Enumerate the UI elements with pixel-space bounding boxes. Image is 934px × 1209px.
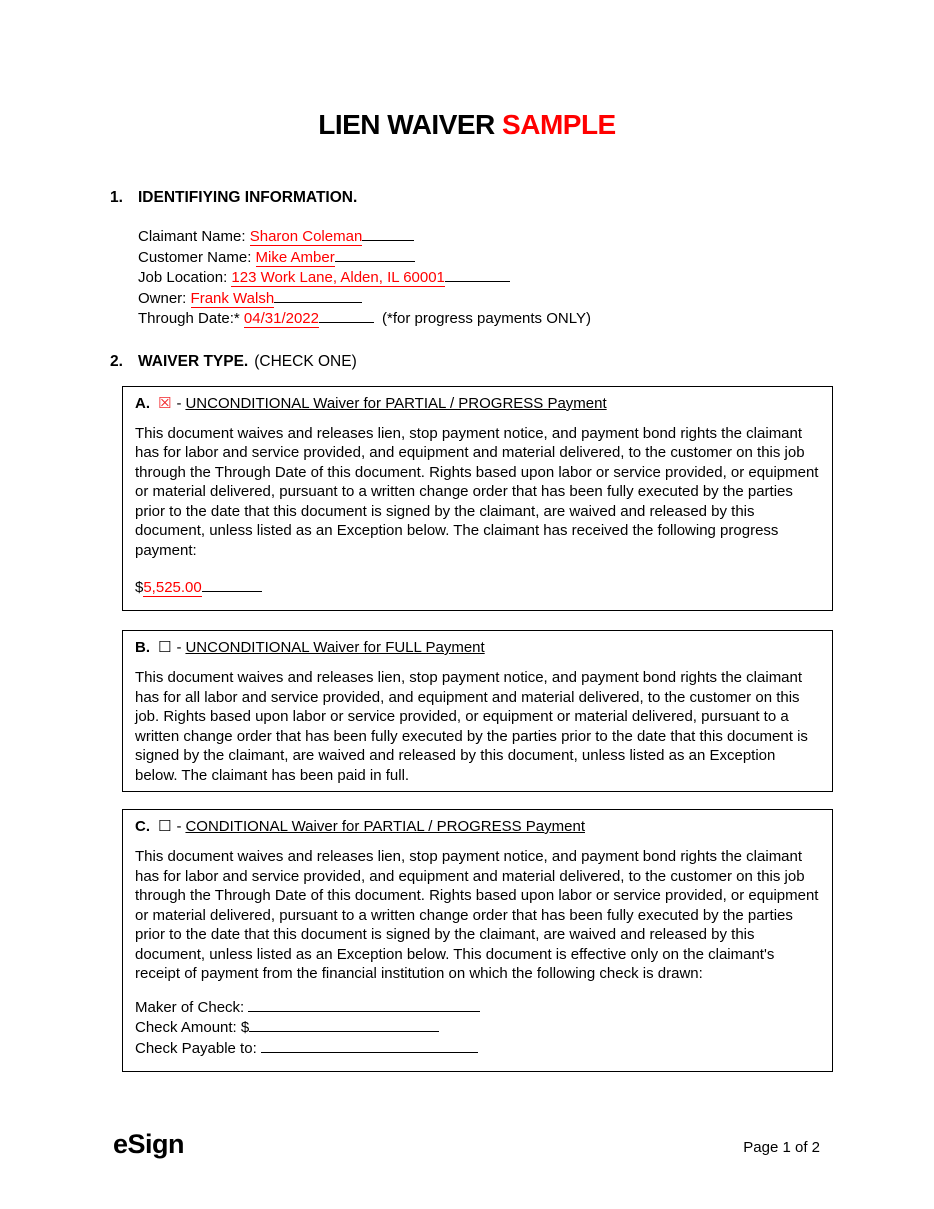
field-label: Through Date:* bbox=[138, 310, 240, 327]
option-title: UNCONDITIONAL Waiver for FULL Payment bbox=[185, 639, 485, 656]
esign-logo: eSign bbox=[113, 1129, 185, 1159]
option-body-text: This document waives and releases lien, stop payment notice, and payment bond rights the claimant has for all labor and service provided, and equipment and material delivered, to the customer on this job. Rights based upon labor or service provided, or equipment or material delivered, pursuant to a written change order that has been fully executed by the parties prior to the date that this document is signed by the claimant, are waived and released by this document, unless listed as an Exception below. The claimant has been paid in full. bbox=[135, 669, 808, 784]
field-through-date bbox=[138, 309, 934, 330]
section-number: 1. bbox=[110, 189, 123, 206]
blank-line bbox=[274, 289, 362, 303]
field-customer-name bbox=[138, 248, 934, 269]
page-title bbox=[0, 108, 934, 142]
option-body-text: This document waives and releases lien, stop payment notice, and payment bond rights the claimant has for labor and service provided, and equipment and material delivered, to the customer on this job through the Through Date of this document. Rights based upon labor or service provided, or equipment or material delivered, pursuant to a written change order that has been fully executed by the parties prior to the date that this document is signed by the claimant, are waived and released by this document, unless listed as an Exception below. The claimant has received the following progress payment: bbox=[135, 424, 819, 559]
option-title: CONDITIONAL Waiver for PARTIAL / PROGRESS Payment bbox=[185, 818, 585, 835]
check-detail-fields bbox=[135, 998, 820, 1060]
blank-line bbox=[202, 578, 262, 592]
waiver-option-b-box bbox=[122, 630, 833, 792]
page-footer bbox=[0, 1128, 934, 1160]
blank-line bbox=[319, 309, 374, 323]
blank-line bbox=[248, 998, 480, 1012]
checkbox-unchecked-icon[interactable]: ☐ bbox=[158, 638, 172, 656]
field-value: Sharon Coleman bbox=[249, 228, 363, 245]
field-check-amount bbox=[135, 1018, 820, 1039]
waiver-option-a-header bbox=[135, 393, 820, 414]
field-note: (*for progress payments ONLY) bbox=[381, 310, 591, 327]
blank-line bbox=[362, 227, 414, 241]
field-label: Customer Name: bbox=[138, 248, 252, 266]
separator: - bbox=[176, 639, 182, 656]
option-body-text: This document waives and releases lien, stop payment notice, and payment bond rights the claimant has for labor and service provided, and equipment and material delivered, to the customer on this job through the Through Date of this document. Rights based upon labor or service provided, or equipment or material delivered, pursuant to a written change order that has been fully executed by the parties prior to the date that this document is signed by the claimant, are waived and released by this document, unless listed as an Exception below. This document is effective only on the claimant's receipt of payment from the financial institution on which the following check is drawn: bbox=[135, 848, 819, 982]
field-label: Maker of Check: bbox=[135, 998, 245, 1016]
option-letter: B. bbox=[135, 639, 150, 656]
section-waiver-type bbox=[110, 352, 834, 372]
field-job-location bbox=[138, 268, 934, 289]
field-label: Job Location: bbox=[138, 269, 228, 286]
section-heading: WAIVER TYPE. bbox=[138, 352, 249, 370]
blank-line bbox=[249, 1018, 439, 1032]
field-value: Mike Amber bbox=[255, 248, 335, 266]
amount-value: 5,525.00 bbox=[143, 579, 202, 596]
page-title-main: LIEN WAIVER bbox=[318, 109, 495, 140]
field-value: 04/31/2022 bbox=[243, 310, 319, 327]
option-letter: A. bbox=[135, 394, 150, 412]
field-value: 123 Work Lane, Alden, IL 60001 bbox=[231, 269, 445, 286]
section-number: 2. bbox=[110, 352, 123, 370]
field-label: Owner: bbox=[138, 289, 187, 307]
waiver-option-b-header bbox=[135, 637, 820, 658]
option-letter: C. bbox=[135, 818, 150, 835]
field-label: Check Amount: $ bbox=[135, 1019, 250, 1036]
waiver-option-c-box bbox=[122, 809, 833, 1072]
option-title: UNCONDITIONAL Waiver for PARTIAL / PROGRESS Payment bbox=[185, 394, 607, 412]
page-title-sample-watermark: SAMPLE bbox=[502, 109, 616, 140]
separator: - bbox=[176, 394, 182, 412]
checkbox-unchecked-icon[interactable]: ☐ bbox=[158, 817, 172, 835]
section-heading-note: (CHECK ONE) bbox=[254, 352, 357, 370]
field-claimant-name bbox=[138, 227, 934, 248]
separator: - bbox=[176, 818, 182, 835]
section-heading: IDENTIFIYING INFORMATION. bbox=[138, 189, 358, 206]
currency-prefix: $ bbox=[135, 579, 144, 596]
field-label: Claimant Name: bbox=[138, 228, 246, 245]
blank-line bbox=[261, 1039, 478, 1053]
waiver-option-a-box bbox=[122, 386, 833, 612]
identifying-fields bbox=[138, 227, 934, 330]
progress-payment-amount bbox=[135, 578, 820, 598]
field-owner bbox=[138, 289, 934, 310]
field-check-payable-to bbox=[135, 1039, 820, 1060]
section-identifying-information bbox=[110, 188, 834, 208]
blank-line bbox=[445, 268, 510, 282]
page-number: Page 1 of 2 bbox=[743, 1139, 820, 1156]
field-maker-of-check bbox=[135, 998, 820, 1019]
field-label: Check Payable to: bbox=[135, 1039, 257, 1057]
waiver-option-c-header bbox=[135, 816, 820, 837]
field-value: Frank Walsh bbox=[190, 289, 275, 307]
checkbox-checked-icon[interactable]: ☒ bbox=[158, 393, 172, 412]
blank-line bbox=[335, 248, 415, 262]
